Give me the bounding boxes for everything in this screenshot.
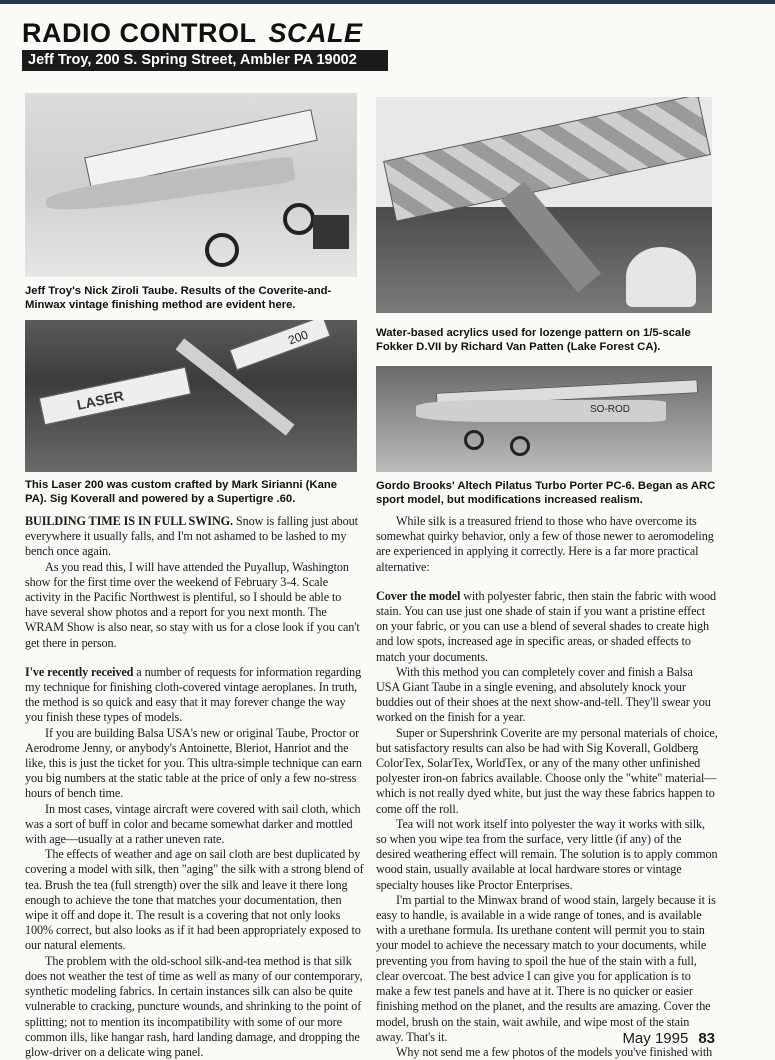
paragraph: Cover the model with polyester fabric, then stain the fabric with wood stain. You can use just one shade of stain if you want a pristine effect on your fabric, or you can use a blend of several shades to create high and low spots, increased age in specific areas, or shaded effects to match your documents. [376, 588, 717, 664]
wing-lettering: LASER [39, 367, 192, 426]
photo-laser [25, 320, 357, 472]
paragraph: I've recently received a number of requests for information regarding my technique for finishing cloth-covered vintage aeroplanes. In truth, the method is so quick and easy that it may forever change the way you finish these types of models. [25, 664, 362, 725]
caption-taube: Jeff Troy's Nick Ziroli Taube. Results of the Coverite-and-Minwax vintage finishing method are evident here. [25, 285, 332, 311]
page-number: 83 [698, 1030, 715, 1047]
paragraph: Why not send me a few photos of the models you've finished with [396, 1044, 713, 1059]
photo-fokker [376, 97, 712, 313]
photo-pilatus [376, 366, 712, 472]
paragraph: If you are building Balsa USA's new or original Taube, Proctor or Aerodrome Jenny, or anybody's Antoinette, Bleriot, Hanriot and the like, this is just the ticket for you. This ultra-simple technique can earn you big numbers at the static table at the price of only a few no-stress hours of bench time. [25, 725, 362, 801]
issue-date: May 1995 [622, 1030, 689, 1047]
paragraph: While silk is a treasured friend to those who have overcome its somewhat quirky behavior, only a few of those newer to aeromodeling are experienced in applying it correctly. Here is a far more practical alternative: [376, 514, 714, 574]
caption-fokker: Water-based acrylics used for lozenge pattern on 1/5-scale Fokker D.VII by Richard Van Patten (Lake Forest CA). [376, 327, 691, 353]
page-footer [622, 1030, 715, 1048]
registration-marking: SO-ROD [590, 404, 630, 415]
article-column-right [376, 514, 718, 1060]
wing-number: 200 [229, 320, 330, 370]
paragraph: As you read this, I will have attended the Puyallup, Washington show for the first time over the weekend of February 3-4. Scale activity in the Pacific Northwest is plentiful, so I should be able to have several show photos and a report for you next month. The WRAM Show is also near, so stay with us for a close look if you can't get there in person. [25, 559, 360, 650]
column-title [22, 19, 363, 47]
caption-laser: This Laser 200 was custom crafted by Mark Sirianni (Kane PA). Sig Koverall and powered by a Supertigre .60. [25, 479, 338, 505]
title-main: RADIO CONTROL [22, 18, 257, 48]
caption-pilatus: Gordo Brooks' Altech Pilatus Turbo Porter PC-6. Began as ARC sport model, but modifications increased realism. [376, 480, 716, 506]
paragraph: BUILDING TIME IS IN FULL SWING. Snow is falling just about everywhere it usually falls, and I'm not ashamed to be lashed to my bench once again. [25, 514, 358, 559]
paragraph: In most cases, vintage aircraft were covered with sail cloth, which was a sort of buff in color and became somewhat darker and mottled with age—usually at a rather uneven rate. [25, 801, 361, 847]
article-column-left [25, 514, 365, 1060]
paragraph: Tea will not work itself into polyester the way it works with silk, so when you wipe tea from the surface, very little (if any) of the desired weathering effect will remain. The solution is to apply common wood stain, usually available at local hardware stores or vintage specialty houses like Proctor Enterprises. [376, 816, 718, 892]
paragraph: Super or Supershrink Coverite are my personal materials of choice, but satisfactory results can also be had with Sig Koverall, Goldberg ColorTex, SolarTex, WorldTex, or any of the many other unfinished polyester iron-on fabrics available. Choose only the "white" material—which is not really dyed white, but just the way these fabrics happen to come off the roll. [376, 725, 718, 816]
paragraph: I'm partial to the Minwax brand of wood stain, largely because it is easy to handle, is available in a wide range of tones, and is available with a urethane formula. Its urethane content will permit you to stain your model to achieve the necessary match to your documents, while preventing you from having to spoil the hue of the stain with a full, clear overcoat. The best advice I can give you for application is to make a few test panels and have at it. There is no quicker or easier finishing method on the planet, and the results are amazing. Cover the model, brush on the stain, wait awhile, and wipe most of the stain away. That's it. [376, 892, 716, 1044]
paragraph: The problem with the old-school silk-and-tea method is that silk does not weather the test of time as well as many of our contemporary, synthetic modeling fabrics. In certain instances silk can also be quite vulnerable to cracking, puncture wounds, and shrinking to the point of splitting; not to mention its incompatibility with some of our more common ills, like hangar rash, hard landing damage, and dropping the glow-driver on a delicate wing panel. [25, 953, 363, 1059]
byline-bar: Jeff Troy, 200 S. Spring Street, Ambler PA 19002 [22, 50, 388, 71]
top-rule [0, 0, 775, 4]
paragraph: The effects of weather and age on sail cloth are best duplicated by covering a model with silk, then "aging" the silk with a strong blend of tea. Brush the tea (full strength) over the silk and leave it there long enough to achieve the tone that matches your documentation, then wipe it off and dope it. The result is a covering that not only looks 100% correct, but also looks as if it had been appropriately exposed to our natural elements. [25, 847, 364, 953]
paragraph: With this method you can completely cover and finish a Balsa USA Giant Taube in a single evening, and absolutely knock your buddies out of their shoes at the next show-and-tell. They'll swear you worked on the finish for a year. [376, 664, 711, 725]
photo-taube [25, 93, 357, 277]
title-italic: SCALE [268, 18, 363, 48]
